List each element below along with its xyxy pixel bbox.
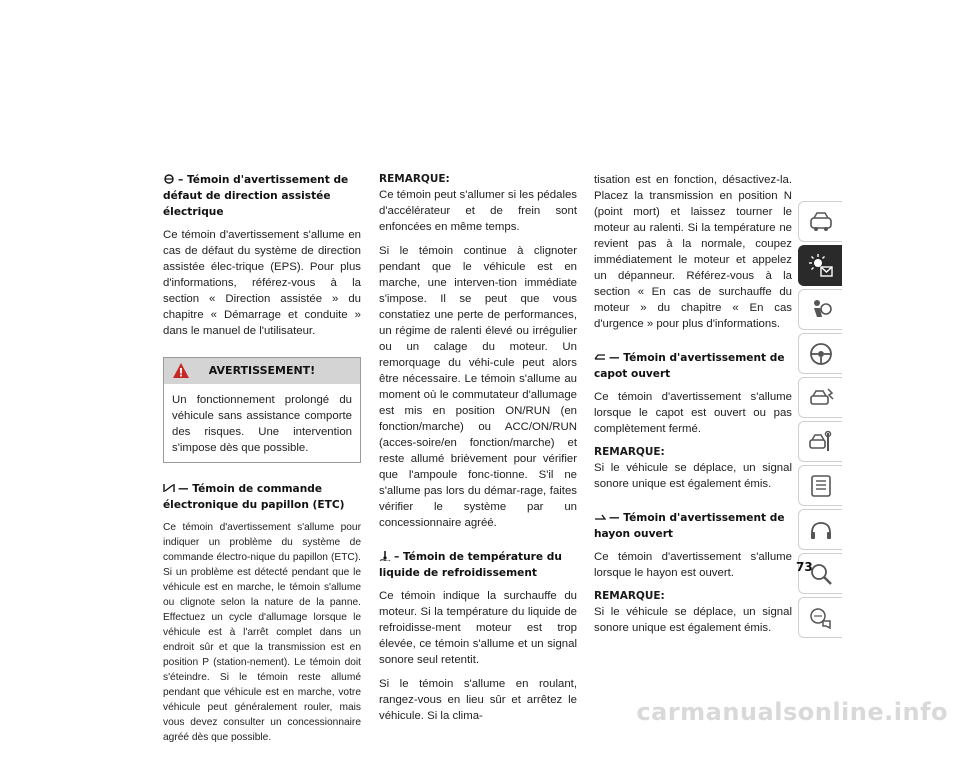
tab-getting-to-know-vehicle[interactable] bbox=[798, 201, 842, 242]
car-service-icon bbox=[808, 429, 834, 455]
hood-title: — Témoin d'avertissement de capot ouvert bbox=[594, 352, 785, 380]
column-2 bbox=[379, 172, 577, 742]
liftgate-note-label: REMARQUE: bbox=[594, 590, 665, 602]
hood-body: Ce témoin d'avertissement s'allume lorsque le capot est ouvert ou pas complètement fermé. bbox=[594, 391, 792, 435]
etc-body: Ce témoin d'avertissement s'allume pour indiquer un problème du système de commande électro-nique du papillon (ETC). Si un problème est détecté pendant que le véhicule est en marche, le témoin s'allume ou clignote selon la nature de la panne. Effectuez un cycle d'allumage lorsque le véhicule est à l'arrêt complet dans un endroit sûr et que la transmission est en position P (station-nement). Le témoin doit s'éteindre. Si le témoin reste allumé pendant que véhicule est en marche, votre véhicule peut généralement rouler, mais vous devez consulter un concessionnaire agréé dès que possible. bbox=[163, 522, 361, 743]
column-1 bbox=[163, 172, 361, 763]
language-icon bbox=[808, 605, 834, 631]
coolant-temperature-icon bbox=[379, 551, 391, 561]
warning-lights-icon bbox=[808, 253, 834, 279]
coolant-title: – Témoin de température du liquide de refroidissement bbox=[379, 551, 562, 579]
tab-safety[interactable] bbox=[798, 289, 842, 330]
hood-section bbox=[594, 350, 792, 492]
note-1-body: Ce témoin peut s'allumer si les pédales d'accélérateur et de frein sont enfoncées en même temps. bbox=[379, 189, 577, 233]
overheat-continued: tisation est en fonction, désactivez-la. Placez la transmission en position N (point mort) et laissez tourner le moteur au ralenti. Si la température ne revient pas à la normale, coupez immédiatement le moteur et appelez un dépanneur. Référez-vous à la section « En cas de surchauffe du moteur » du chapitre « En cas d'urgence » pour plus d'informations. bbox=[594, 174, 792, 330]
tab-in-case-of-emergency[interactable] bbox=[798, 377, 842, 418]
eps-title: – Témoin d'avertissement de défaut de direction assistée électrique bbox=[163, 174, 349, 218]
hood-note-body: Si le véhicule se déplace, un signal sonore unique est également émis. bbox=[594, 462, 792, 490]
warning-triangle-icon bbox=[172, 362, 190, 379]
column-3 bbox=[594, 172, 792, 654]
liftgate-body: Ce témoin d'avertissement s'allume lorsque le hayon est ouvert. bbox=[594, 551, 792, 579]
liftgate-title: — Témoin d'avertissement de hayon ouvert bbox=[594, 512, 785, 540]
tab-multimedia[interactable] bbox=[798, 509, 842, 550]
page-number: 73 bbox=[796, 560, 813, 574]
chapter-tabs bbox=[798, 201, 842, 641]
specifications-list-icon bbox=[808, 473, 834, 499]
eps-section bbox=[163, 172, 361, 339]
warning-heading: AVERTISSEMENT! bbox=[208, 364, 316, 377]
car-dashboard-icon bbox=[808, 209, 834, 235]
tab-instrument-panel[interactable] bbox=[798, 245, 842, 286]
liftgate-note-body: Si le véhicule se déplace, un signal sonore unique est également émis. bbox=[594, 606, 792, 634]
steering-wheel-icon bbox=[808, 341, 834, 367]
liftgate-section bbox=[594, 510, 792, 636]
etc-title: — Témoin de commande électronique du papillon (ETC) bbox=[163, 483, 345, 511]
hood-note bbox=[594, 445, 792, 492]
throttle-control-icon bbox=[163, 483, 175, 493]
blink-paragraph: Si le témoin continue à clignoter pendant que le véhicule est en marche, une interven-tion immédiate s'impose. Il se peut que vous constatiez une perte de performances, un régime de ralenti élevé ou irrégulier ou un calage du moteur. Un remorquage du véhi-cule peut alors être nécessaire. Le témoin s'allume au moment où le commutateur d'allumage est mis en position ON/RUN (en fonction/marche) ou ACC/ON/RUN (acces-soire/en fonction/marche) et reste allumé brièvement pour vérifier que l'ampoule fonc-tionne. S'il ne s'allume pas lors du démar-rage, faites vérifier le système par un concessionnaire agréé. bbox=[379, 245, 577, 529]
hood-open-icon bbox=[594, 352, 606, 362]
tab-languages[interactable] bbox=[798, 597, 842, 638]
coolant-body-1: Ce témoin indique la surchauffe du moteur. Si la température du liquide de refroidisse-ment moteur est trop élevée, ce témoin s'allume et un signal sonore seul retentit. bbox=[379, 590, 577, 666]
tab-servicing-maintenance[interactable] bbox=[798, 421, 842, 462]
note-1 bbox=[379, 172, 577, 235]
warning-body-wrap bbox=[164, 384, 360, 462]
coolant-body-2: Si le témoin s'allume en roulant, rangez-vous en lieu sûr et arrêtez le véhicule. Si la clima- bbox=[379, 678, 577, 722]
airbag-safety-icon bbox=[808, 297, 834, 323]
watermark: carmanualsonline.info bbox=[636, 698, 948, 726]
etc-section bbox=[163, 481, 361, 745]
tab-technical-specifications[interactable] bbox=[798, 465, 842, 506]
steering-warning-icon bbox=[163, 174, 175, 184]
tab-starting-operating[interactable] bbox=[798, 333, 842, 374]
note-1-label: REMARQUE: bbox=[379, 173, 450, 185]
eps-body: Ce témoin d'avertissement s'allume en cas de défaut du système de direction assistée élec-trique (EPS). Pour plus d'informations, référez-vous à la section « Direction assistée » du chapitre « Démarrage et conduite » dans le manuel de l'utilisateur. bbox=[163, 229, 361, 337]
warning-header bbox=[164, 358, 360, 384]
car-crash-icon bbox=[808, 385, 834, 411]
warning-box bbox=[163, 357, 361, 463]
liftgate-note bbox=[594, 589, 792, 636]
multimedia-icon bbox=[808, 517, 834, 543]
warning-body: Un fonctionnement prolongé du véhicule sans assistance comporte des risques. Une intervention s'impose dès que possible. bbox=[172, 394, 352, 454]
hood-note-label: REMARQUE: bbox=[594, 446, 665, 458]
liftgate-open-icon bbox=[594, 512, 606, 522]
